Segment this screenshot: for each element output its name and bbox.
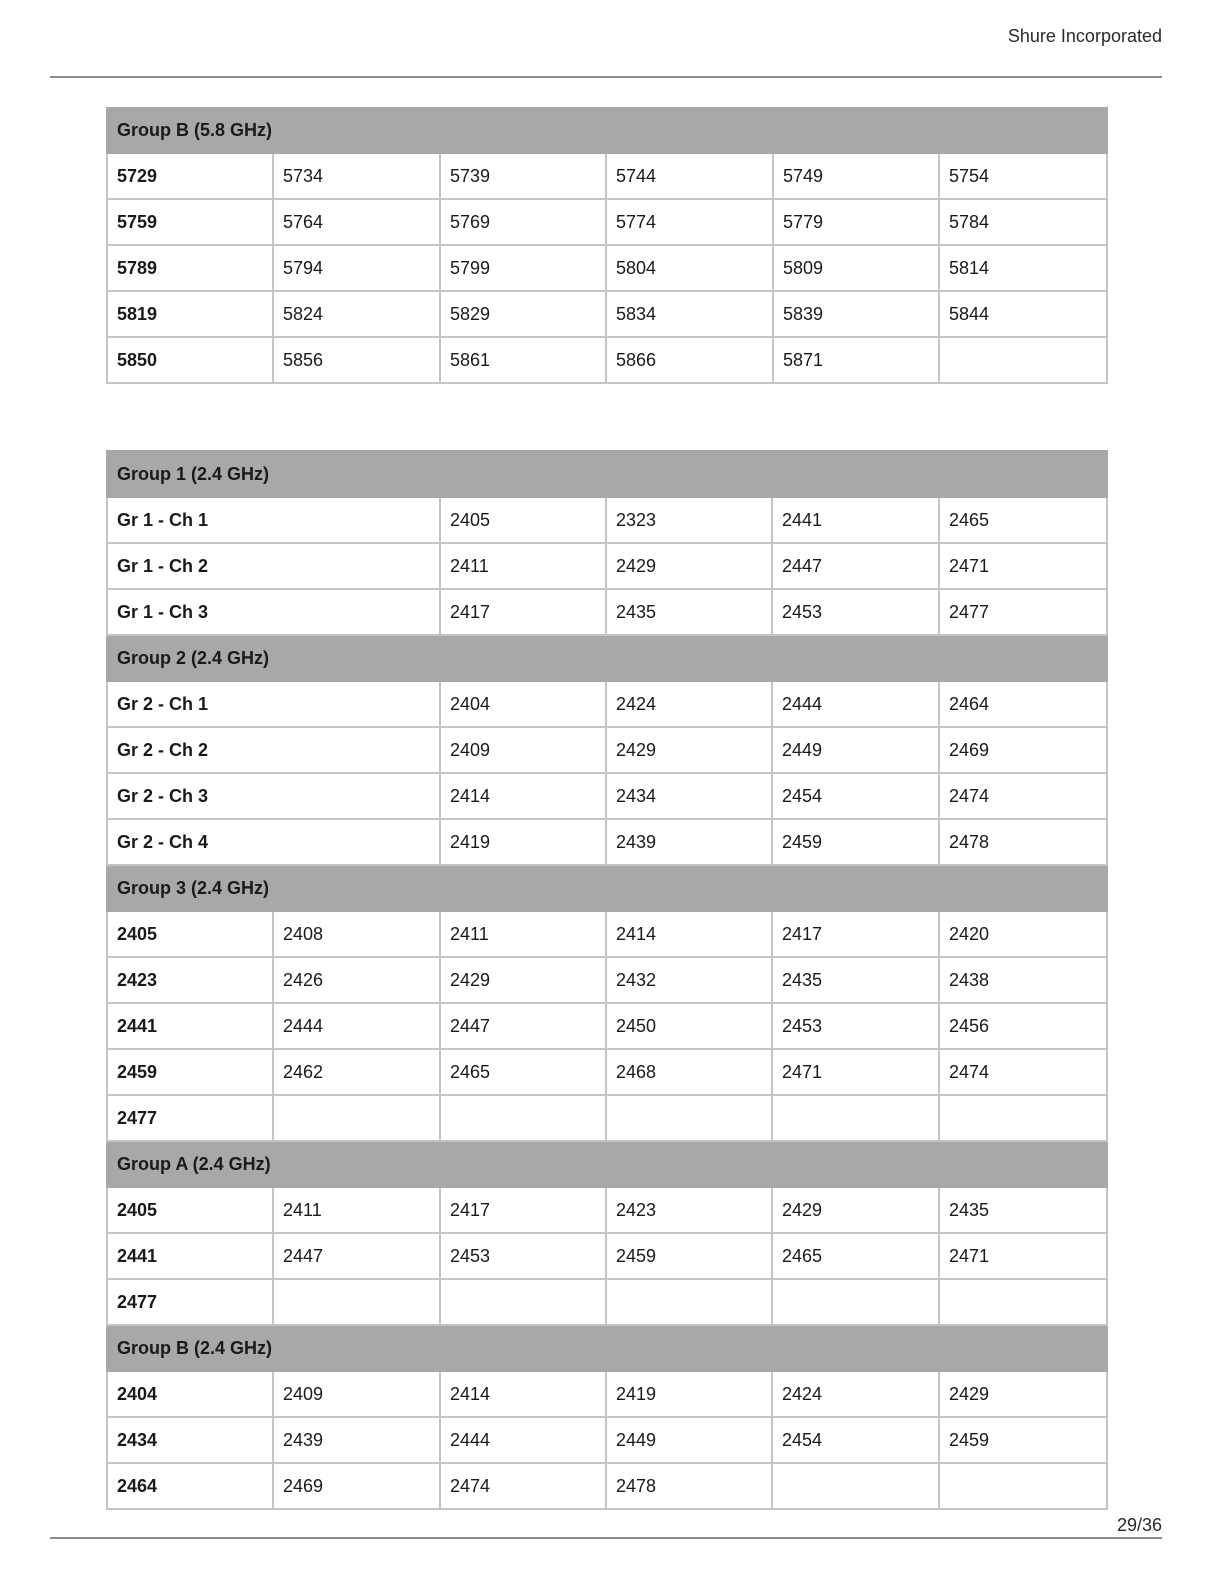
frequency-cell: 2471 (772, 1049, 939, 1095)
table-row (107, 1233, 1107, 1279)
frequency-table-5-8ghz (106, 107, 1108, 384)
frequency-cell: 2444 (440, 1417, 606, 1463)
page-number: 29/36 (1116, 1515, 1162, 1535)
frequency-cell: 2478 (939, 819, 1107, 865)
frequency-cell: 2435 (939, 1187, 1107, 1233)
row-label-cell: Gr 2 - Ch 3 (107, 773, 440, 819)
table-row (107, 543, 1107, 589)
group-header-row (107, 108, 1107, 153)
frequency-cell: 2449 (772, 727, 939, 773)
frequency-cell: 2471 (939, 543, 1107, 589)
row-label-cell: 2441 (107, 1003, 273, 1049)
frequency-cell: 2459 (772, 819, 939, 865)
frequency-cell: 2423 (606, 1187, 772, 1233)
group-title: Group B (5.8 GHz) (107, 108, 1107, 153)
frequency-cell: 2465 (772, 1233, 939, 1279)
frequency-cell: 2447 (772, 543, 939, 589)
frequency-cell: 5794 (273, 245, 440, 291)
row-label-cell: 2423 (107, 957, 273, 1003)
row-label-cell: 2405 (107, 1187, 273, 1233)
frequency-cell: 2449 (606, 1417, 772, 1463)
table-row (107, 681, 1107, 727)
row-label-cell: Gr 1 - Ch 2 (107, 543, 440, 589)
frequency-cell: 2411 (440, 911, 606, 957)
frequency-cell: 5804 (606, 245, 773, 291)
group-title: Group 3 (2.4 GHz) (107, 865, 1107, 911)
row-label-cell: Gr 1 - Ch 3 (107, 589, 440, 635)
frequency-cell: 5764 (273, 199, 440, 245)
frequency-cell (606, 1095, 772, 1141)
frequency-cell: 2432 (606, 957, 772, 1003)
frequency-cell: 5779 (773, 199, 939, 245)
frequency-cell: 2405 (440, 497, 606, 543)
row-label-cell: 2441 (107, 1233, 273, 1279)
row-label-cell: Gr 2 - Ch 2 (107, 727, 440, 773)
frequency-cell: 2464 (939, 681, 1107, 727)
frequency-cell: 2435 (606, 589, 772, 635)
table-row (107, 773, 1107, 819)
row-label-cell: 5850 (107, 337, 273, 383)
frequency-cell: 2439 (606, 819, 772, 865)
table-row (107, 291, 1107, 337)
table-row (107, 957, 1107, 1003)
table-row (107, 153, 1107, 199)
row-label-cell: 2405 (107, 911, 273, 957)
frequency-cell: 2419 (440, 819, 606, 865)
group-header-row (107, 451, 1107, 497)
frequency-cell: 2477 (939, 589, 1107, 635)
frequency-cell: 2414 (606, 911, 772, 957)
frequency-cell: 5844 (939, 291, 1107, 337)
frequency-cell: 5861 (440, 337, 606, 383)
table-row (107, 1049, 1107, 1095)
row-label-cell: 2477 (107, 1095, 273, 1141)
frequency-cell: 2453 (440, 1233, 606, 1279)
frequency-cell: 5734 (273, 153, 440, 199)
frequency-cell: 2404 (440, 681, 606, 727)
frequency-cell: 2417 (440, 1187, 606, 1233)
frequency-cell: 5856 (273, 337, 440, 383)
frequency-cell: 2474 (440, 1463, 606, 1509)
frequency-cell: 5824 (273, 291, 440, 337)
table-row (107, 1463, 1107, 1509)
frequency-cell: 2459 (606, 1233, 772, 1279)
frequency-cell: 2469 (273, 1463, 440, 1509)
frequency-cell: 2474 (939, 773, 1107, 819)
table-58-body (107, 108, 1107, 383)
frequency-cell: 2438 (939, 957, 1107, 1003)
footer-divider (50, 1537, 1162, 1539)
frequency-cell: 2465 (440, 1049, 606, 1095)
table-24-body (107, 451, 1107, 1509)
frequency-cell: 2434 (606, 773, 772, 819)
table-row (107, 1279, 1107, 1325)
frequency-cell: 2408 (273, 911, 440, 957)
frequency-cell (939, 1095, 1107, 1141)
frequency-cell: 5829 (440, 291, 606, 337)
row-label-cell: 2477 (107, 1279, 273, 1325)
frequency-cell: 5739 (440, 153, 606, 199)
table-row (107, 245, 1107, 291)
table-row (107, 911, 1107, 957)
frequency-cell: 2411 (440, 543, 606, 589)
row-label-cell: 5789 (107, 245, 273, 291)
frequency-cell: 5814 (939, 245, 1107, 291)
frequency-cell: 5866 (606, 337, 773, 383)
group-title: Group 1 (2.4 GHz) (107, 451, 1107, 497)
frequency-cell: 2447 (440, 1003, 606, 1049)
table-row (107, 199, 1107, 245)
frequency-cell (606, 1279, 772, 1325)
table-row (107, 1187, 1107, 1233)
table-row (107, 337, 1107, 383)
row-label-cell: 5729 (107, 153, 273, 199)
frequency-table-2-4ghz (106, 450, 1108, 1510)
frequency-cell: 2439 (273, 1417, 440, 1463)
frequency-cell: 2453 (772, 589, 939, 635)
group-header-row (107, 865, 1107, 911)
header-divider (50, 76, 1162, 78)
frequency-cell: 2429 (606, 727, 772, 773)
row-label-cell: Gr 1 - Ch 1 (107, 497, 440, 543)
frequency-cell: 2456 (939, 1003, 1107, 1049)
frequency-cell: 2435 (772, 957, 939, 1003)
frequency-cell: 2429 (440, 957, 606, 1003)
frequency-cell: 2471 (939, 1233, 1107, 1279)
frequency-cell: 2417 (772, 911, 939, 957)
row-label-cell: 2464 (107, 1463, 273, 1509)
frequency-cell: 2465 (939, 497, 1107, 543)
table-row (107, 727, 1107, 773)
row-label-cell: 2459 (107, 1049, 273, 1095)
row-label-cell: Gr 2 - Ch 4 (107, 819, 440, 865)
group-title: Group A (2.4 GHz) (107, 1141, 1107, 1187)
table-row (107, 1095, 1107, 1141)
frequency-cell: 2444 (772, 681, 939, 727)
row-label-cell: 5759 (107, 199, 273, 245)
frequency-cell (273, 1279, 440, 1325)
frequency-cell: 2447 (273, 1233, 440, 1279)
frequency-cell (772, 1279, 939, 1325)
group-title: Group 2 (2.4 GHz) (107, 635, 1107, 681)
frequency-cell (273, 1095, 440, 1141)
frequency-cell: 5749 (773, 153, 939, 199)
frequency-cell: 5784 (939, 199, 1107, 245)
frequency-cell: 2414 (440, 773, 606, 819)
frequency-cell: 2409 (440, 727, 606, 773)
frequency-cell: 2441 (772, 497, 939, 543)
frequency-cell: 2468 (606, 1049, 772, 1095)
row-label-cell: 2404 (107, 1371, 273, 1417)
frequency-cell: 5744 (606, 153, 773, 199)
group-header-row (107, 1141, 1107, 1187)
frequency-cell (939, 337, 1107, 383)
frequency-cell: 2469 (939, 727, 1107, 773)
frequency-cell: 5834 (606, 291, 773, 337)
frequency-cell: 5774 (606, 199, 773, 245)
row-label-cell: Gr 2 - Ch 1 (107, 681, 440, 727)
frequency-cell: 2454 (772, 1417, 939, 1463)
frequency-cell: 2411 (273, 1187, 440, 1233)
frequency-cell: 2429 (606, 543, 772, 589)
frequency-cell: 2424 (606, 681, 772, 727)
frequency-cell: 2417 (440, 589, 606, 635)
frequency-cell (440, 1095, 606, 1141)
frequency-cell: 2429 (772, 1187, 939, 1233)
page-header-company: Shure Incorporated (1007, 26, 1162, 46)
frequency-cell: 5754 (939, 153, 1107, 199)
frequency-cell: 2450 (606, 1003, 772, 1049)
table-row (107, 819, 1107, 865)
frequency-cell: 5809 (773, 245, 939, 291)
frequency-cell: 5839 (773, 291, 939, 337)
table-row (107, 1003, 1107, 1049)
frequency-cell (939, 1463, 1107, 1509)
frequency-cell: 5769 (440, 199, 606, 245)
frequency-cell: 2420 (939, 911, 1107, 957)
frequency-cell: 2426 (273, 957, 440, 1003)
row-label-cell: 5819 (107, 291, 273, 337)
frequency-cell: 2424 (772, 1371, 939, 1417)
frequency-cell: 2419 (606, 1371, 772, 1417)
frequency-cell (772, 1463, 939, 1509)
frequency-cell: 2459 (939, 1417, 1107, 1463)
frequency-cell (440, 1279, 606, 1325)
frequency-cell: 2414 (440, 1371, 606, 1417)
frequency-cell: 2474 (939, 1049, 1107, 1095)
group-title: Group B (2.4 GHz) (107, 1325, 1107, 1371)
frequency-cell: 2444 (273, 1003, 440, 1049)
group-header-row (107, 1325, 1107, 1371)
frequency-cell: 5799 (440, 245, 606, 291)
frequency-cell (772, 1095, 939, 1141)
table-row (107, 1371, 1107, 1417)
table-row (107, 589, 1107, 635)
frequency-cell (939, 1279, 1107, 1325)
frequency-cell: 2323 (606, 497, 772, 543)
row-label-cell: 2434 (107, 1417, 273, 1463)
frequency-cell: 2429 (939, 1371, 1107, 1417)
group-header-row (107, 635, 1107, 681)
frequency-cell: 2409 (273, 1371, 440, 1417)
frequency-cell: 2462 (273, 1049, 440, 1095)
frequency-cell: 5871 (773, 337, 939, 383)
frequency-cell: 2478 (606, 1463, 772, 1509)
table-row (107, 1417, 1107, 1463)
table-row (107, 497, 1107, 543)
frequency-cell: 2453 (772, 1003, 939, 1049)
frequency-cell: 2454 (772, 773, 939, 819)
